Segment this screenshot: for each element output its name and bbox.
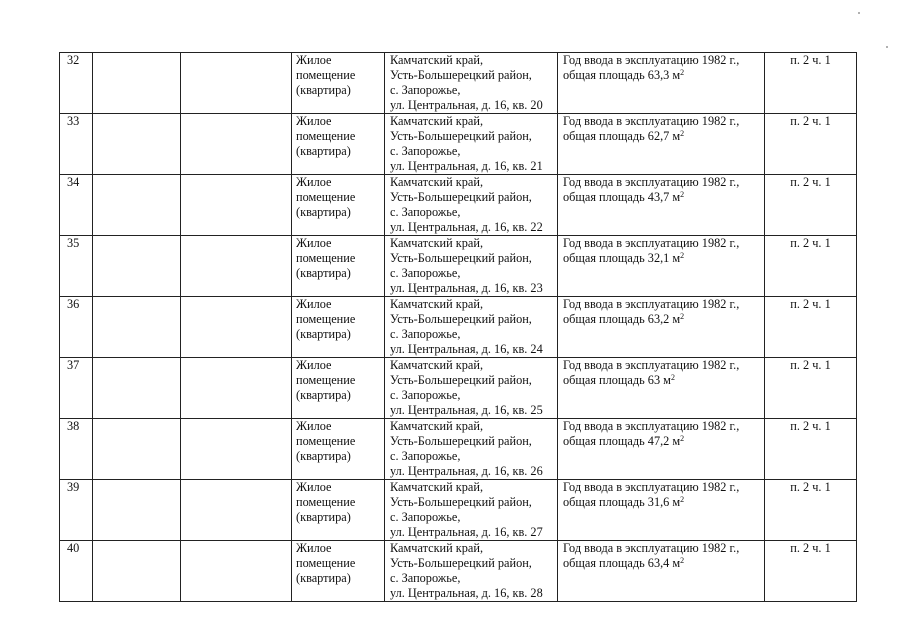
address-cell <box>385 114 558 175</box>
area-line <box>563 68 764 83</box>
characteristics-line: Год ввода в эксплуатацию 1982 г., <box>563 53 740 67</box>
object-type-line: Жилое <box>296 358 332 372</box>
object-type-line: (квартира) <box>296 510 351 524</box>
object-type-line: помещение <box>296 434 356 448</box>
empty-cell <box>93 53 181 114</box>
area-line <box>563 312 764 327</box>
address-cell <box>385 480 558 541</box>
table-row <box>60 358 857 419</box>
legal-basis: п. 2 ч. 1 <box>790 236 831 250</box>
empty-cell <box>181 480 292 541</box>
characteristics-cell <box>558 480 765 541</box>
characteristics-line: Год ввода в эксплуатацию 1982 г., <box>563 541 740 555</box>
legal-basis: п. 2 ч. 1 <box>790 175 831 189</box>
object-type-line: Жилое <box>296 114 332 128</box>
area-unit-superscript: 2 <box>680 434 685 443</box>
address-line: Камчатский край, <box>390 541 484 555</box>
characteristics-cell <box>558 541 765 602</box>
row-number-cell <box>60 297 93 358</box>
object-type-line: Жилое <box>296 480 332 494</box>
address-cell <box>385 297 558 358</box>
object-type-line: Жилое <box>296 175 332 189</box>
characteristics-line: Год ввода в эксплуатацию 1982 г., <box>563 236 740 250</box>
address-line: Усть-Большерецкий район, <box>390 129 532 143</box>
address-line: ул. Центральная, д. 16, кв. 23 <box>390 281 543 295</box>
row-number-cell <box>60 114 93 175</box>
legal-basis: п. 2 ч. 1 <box>790 53 831 67</box>
table-body <box>60 53 857 602</box>
address-cell <box>385 541 558 602</box>
object-type-line: Жилое <box>296 236 332 250</box>
area-text: общая площадь 31,6 м <box>563 495 681 509</box>
object-type-line: помещение <box>296 556 356 570</box>
object-type-line: (квартира) <box>296 388 351 402</box>
address-line: с. Запорожье, <box>390 388 461 402</box>
table-row <box>60 419 857 480</box>
address-line: Усть-Большерецкий район, <box>390 373 532 387</box>
object-type-line: (квартира) <box>296 327 351 341</box>
area-line <box>563 251 764 266</box>
legal-basis: п. 2 ч. 1 <box>790 297 831 311</box>
object-type-line: помещение <box>296 190 356 204</box>
empty-cell <box>181 53 292 114</box>
row-number: 36 <box>67 297 80 311</box>
object-type-line: (квартира) <box>296 571 351 585</box>
row-number-cell <box>60 480 93 541</box>
address-cell <box>385 236 558 297</box>
object-type-cell <box>292 175 385 236</box>
legal-basis-cell <box>765 358 857 419</box>
object-type-cell <box>292 419 385 480</box>
address-line: ул. Центральная, д. 16, кв. 21 <box>390 159 543 173</box>
characteristics-line: Год ввода в эксплуатацию 1982 г., <box>563 114 740 128</box>
scan-speck <box>886 46 888 48</box>
row-number: 38 <box>67 419 80 433</box>
row-number-cell <box>60 541 93 602</box>
object-type-line: (квартира) <box>296 266 351 280</box>
legal-basis-cell <box>765 175 857 236</box>
object-type-cell <box>292 358 385 419</box>
area-unit-superscript: 2 <box>680 556 685 565</box>
table-row <box>60 480 857 541</box>
empty-cell <box>93 480 181 541</box>
row-number-cell <box>60 175 93 236</box>
empty-cell <box>181 419 292 480</box>
empty-cell <box>93 419 181 480</box>
row-number: 40 <box>67 541 80 555</box>
area-unit-superscript: 2 <box>670 373 675 382</box>
characteristics-line: Год ввода в эксплуатацию 1982 г., <box>563 480 740 494</box>
row-number: 32 <box>67 53 80 67</box>
object-type-line: помещение <box>296 251 356 265</box>
legal-basis: п. 2 ч. 1 <box>790 114 831 128</box>
area-text: общая площадь 47,2 м <box>563 434 681 448</box>
address-line: Усть-Большерецкий район, <box>390 495 532 509</box>
empty-cell <box>93 114 181 175</box>
empty-cell <box>181 358 292 419</box>
empty-cell <box>93 236 181 297</box>
object-type-line: Жилое <box>296 541 332 555</box>
area-text: общая площадь 63 м <box>563 373 671 387</box>
empty-cell <box>181 541 292 602</box>
address-line: Усть-Большерецкий район, <box>390 68 532 82</box>
table-row <box>60 53 857 114</box>
empty-cell <box>181 175 292 236</box>
address-line: с. Запорожье, <box>390 571 461 585</box>
address-cell <box>385 419 558 480</box>
characteristics-cell <box>558 53 765 114</box>
characteristics-line: Год ввода в эксплуатацию 1982 г., <box>563 419 740 433</box>
address-line: Камчатский край, <box>390 480 484 494</box>
row-number: 34 <box>67 175 80 189</box>
address-line: с. Запорожье, <box>390 510 461 524</box>
area-line <box>563 556 764 571</box>
address-line: ул. Центральная, д. 16, кв. 20 <box>390 98 543 112</box>
table-row <box>60 114 857 175</box>
empty-cell <box>181 297 292 358</box>
object-type-line: помещение <box>296 495 356 509</box>
object-type-cell <box>292 480 385 541</box>
characteristics-line: Год ввода в эксплуатацию 1982 г., <box>563 358 740 372</box>
characteristics-cell <box>558 297 765 358</box>
characteristics-cell <box>558 236 765 297</box>
object-type-line: (квартира) <box>296 205 351 219</box>
address-line: Усть-Большерецкий район, <box>390 312 532 326</box>
empty-cell <box>93 175 181 236</box>
address-line: ул. Центральная, д. 16, кв. 24 <box>390 342 543 356</box>
table-row <box>60 297 857 358</box>
address-line: Усть-Большерецкий район, <box>390 556 532 570</box>
row-number-cell <box>60 53 93 114</box>
object-type-cell <box>292 541 385 602</box>
legal-basis-cell <box>765 236 857 297</box>
row-number: 33 <box>67 114 80 128</box>
object-type-line: помещение <box>296 68 356 82</box>
legal-basis: п. 2 ч. 1 <box>790 358 831 372</box>
object-type-line: помещение <box>296 373 356 387</box>
area-line <box>563 190 764 205</box>
row-number: 35 <box>67 236 80 250</box>
object-type-line: (квартира) <box>296 449 351 463</box>
address-cell <box>385 358 558 419</box>
address-line: с. Запорожье, <box>390 266 461 280</box>
address-line: Камчатский край, <box>390 236 484 250</box>
table-row <box>60 541 857 602</box>
table-row <box>60 236 857 297</box>
characteristics-cell <box>558 175 765 236</box>
address-line: Усть-Большерецкий район, <box>390 434 532 448</box>
address-line: ул. Центральная, д. 16, кв. 27 <box>390 525 543 539</box>
area-text: общая площадь 43,7 м <box>563 190 681 204</box>
legal-basis-cell <box>765 297 857 358</box>
address-line: Камчатский край, <box>390 419 484 433</box>
object-type-line: помещение <box>296 312 356 326</box>
area-unit-superscript: 2 <box>680 495 685 504</box>
address-line: с. Запорожье, <box>390 83 461 97</box>
address-line: Камчатский край, <box>390 53 484 67</box>
characteristics-cell <box>558 358 765 419</box>
legal-basis-cell <box>765 541 857 602</box>
area-line <box>563 495 764 510</box>
area-text: общая площадь 62,7 м <box>563 129 681 143</box>
object-type-line: (квартира) <box>296 144 351 158</box>
object-type-line: помещение <box>296 129 356 143</box>
object-type-cell <box>292 53 385 114</box>
area-text: общая площадь 63,2 м <box>563 312 681 326</box>
area-unit-superscript: 2 <box>680 251 685 260</box>
address-line: ул. Центральная, д. 16, кв. 25 <box>390 403 543 417</box>
address-line: с. Запорожье, <box>390 205 461 219</box>
empty-cell <box>181 114 292 175</box>
row-number-cell <box>60 358 93 419</box>
legal-basis: п. 2 ч. 1 <box>790 419 831 433</box>
address-cell <box>385 53 558 114</box>
address-line: с. Запорожье, <box>390 144 461 158</box>
empty-cell <box>93 358 181 419</box>
area-unit-superscript: 2 <box>680 312 685 321</box>
row-number: 39 <box>67 480 80 494</box>
object-type-line: Жилое <box>296 53 332 67</box>
property-registry-table <box>59 52 857 602</box>
area-line <box>563 373 764 388</box>
object-type-cell <box>292 236 385 297</box>
legal-basis: п. 2 ч. 1 <box>790 480 831 494</box>
row-number-cell <box>60 236 93 297</box>
area-line <box>563 434 764 449</box>
object-type-line: Жилое <box>296 419 332 433</box>
row-number: 37 <box>67 358 80 372</box>
legal-basis-cell <box>765 53 857 114</box>
area-text: общая площадь 32,1 м <box>563 251 681 265</box>
empty-cell <box>181 236 292 297</box>
object-type-line: Жилое <box>296 297 332 311</box>
empty-cell <box>93 297 181 358</box>
characteristics-cell <box>558 419 765 480</box>
row-number-cell <box>60 419 93 480</box>
area-unit-superscript: 2 <box>680 129 685 138</box>
legal-basis-cell <box>765 419 857 480</box>
address-line: с. Запорожье, <box>390 327 461 341</box>
address-line: ул. Центральная, д. 16, кв. 26 <box>390 464 543 478</box>
address-line: Камчатский край, <box>390 297 484 311</box>
characteristics-cell <box>558 114 765 175</box>
object-type-cell <box>292 297 385 358</box>
address-line: Усть-Большерецкий район, <box>390 251 532 265</box>
legal-basis-cell <box>765 480 857 541</box>
legal-basis: п. 2 ч. 1 <box>790 541 831 555</box>
address-line: Камчатский край, <box>390 358 484 372</box>
table-row <box>60 175 857 236</box>
address-line: с. Запорожье, <box>390 449 461 463</box>
characteristics-line: Год ввода в эксплуатацию 1982 г., <box>563 297 740 311</box>
address-cell <box>385 175 558 236</box>
address-line: ул. Центральная, д. 16, кв. 28 <box>390 586 543 600</box>
address-line: ул. Центральная, д. 16, кв. 22 <box>390 220 543 234</box>
area-line <box>563 129 764 144</box>
area-unit-superscript: 2 <box>680 190 685 199</box>
object-type-line: (квартира) <box>296 83 351 97</box>
address-line: Усть-Большерецкий район, <box>390 190 532 204</box>
address-line: Камчатский край, <box>390 175 484 189</box>
empty-cell <box>93 541 181 602</box>
area-text: общая площадь 63,4 м <box>563 556 681 570</box>
legal-basis-cell <box>765 114 857 175</box>
address-line: Камчатский край, <box>390 114 484 128</box>
area-text: общая площадь 63,3 м <box>563 68 681 82</box>
characteristics-line: Год ввода в эксплуатацию 1982 г., <box>563 175 740 189</box>
object-type-cell <box>292 114 385 175</box>
area-unit-superscript: 2 <box>680 68 685 77</box>
scan-speck <box>858 12 860 14</box>
